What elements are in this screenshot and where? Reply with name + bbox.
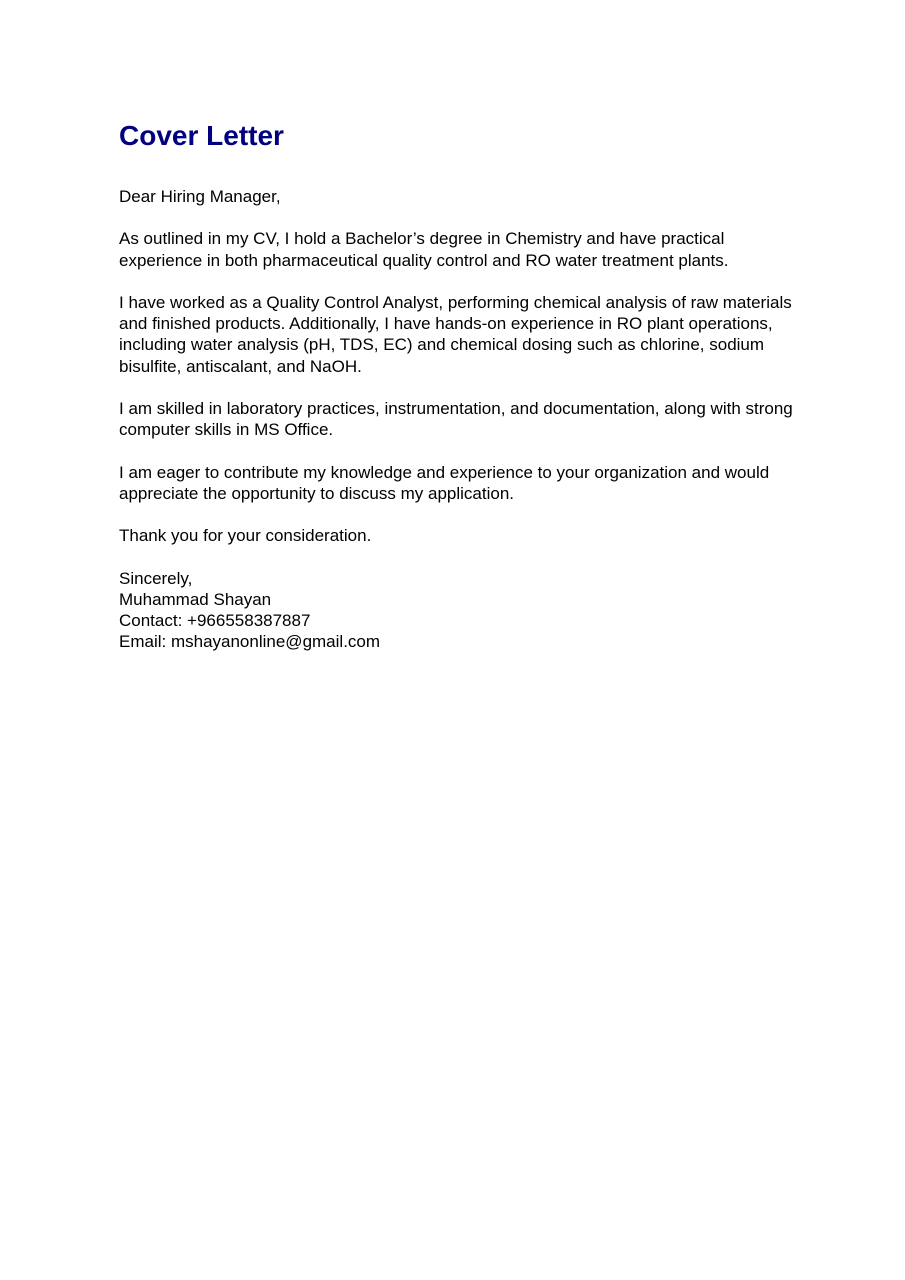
letter-body — [119, 118, 809, 653]
letter-title: Cover Letter — [119, 120, 284, 151]
paragraph-interest: I am eager to contribute my knowledge and experience to your organization and would appreciate the opportunity to discuss my application. — [119, 462, 770, 503]
contact-email: Email: mshayanonline@gmail.com — [119, 632, 381, 652]
salutation: Dear Hiring Manager, — [119, 187, 281, 206]
signer-name: Muhammad Shayan — [119, 589, 272, 609]
contact-phone: Contact: +966558387887 — [119, 611, 311, 631]
paragraph-education: As outlined in my CV, I hold a Bachelor’s degree in Chemistry and have practical experience in both pharmaceutical quality control and RO water treatment plants. — [119, 229, 729, 270]
paragraph-skills: I am skilled in laboratory practices, instrumentation, and documentation, along with strong computer skills in MS Office. — [119, 399, 793, 440]
signoff: Sincerely, — [119, 568, 193, 588]
paragraph-experience: I have worked as a Quality Control Analyst, performing chemical analysis of raw materials and finished products. Additionally, I have hands-on experience in RO plant operations, including water analysis (pH, TDS, EC) and chemical dosing such as chlorine, sodium bisulfite, antiscalant, and NaOH. — [119, 292, 792, 376]
closing-block — [119, 568, 809, 653]
paragraph-thanks: Thank you for your consideration. — [119, 526, 372, 546]
